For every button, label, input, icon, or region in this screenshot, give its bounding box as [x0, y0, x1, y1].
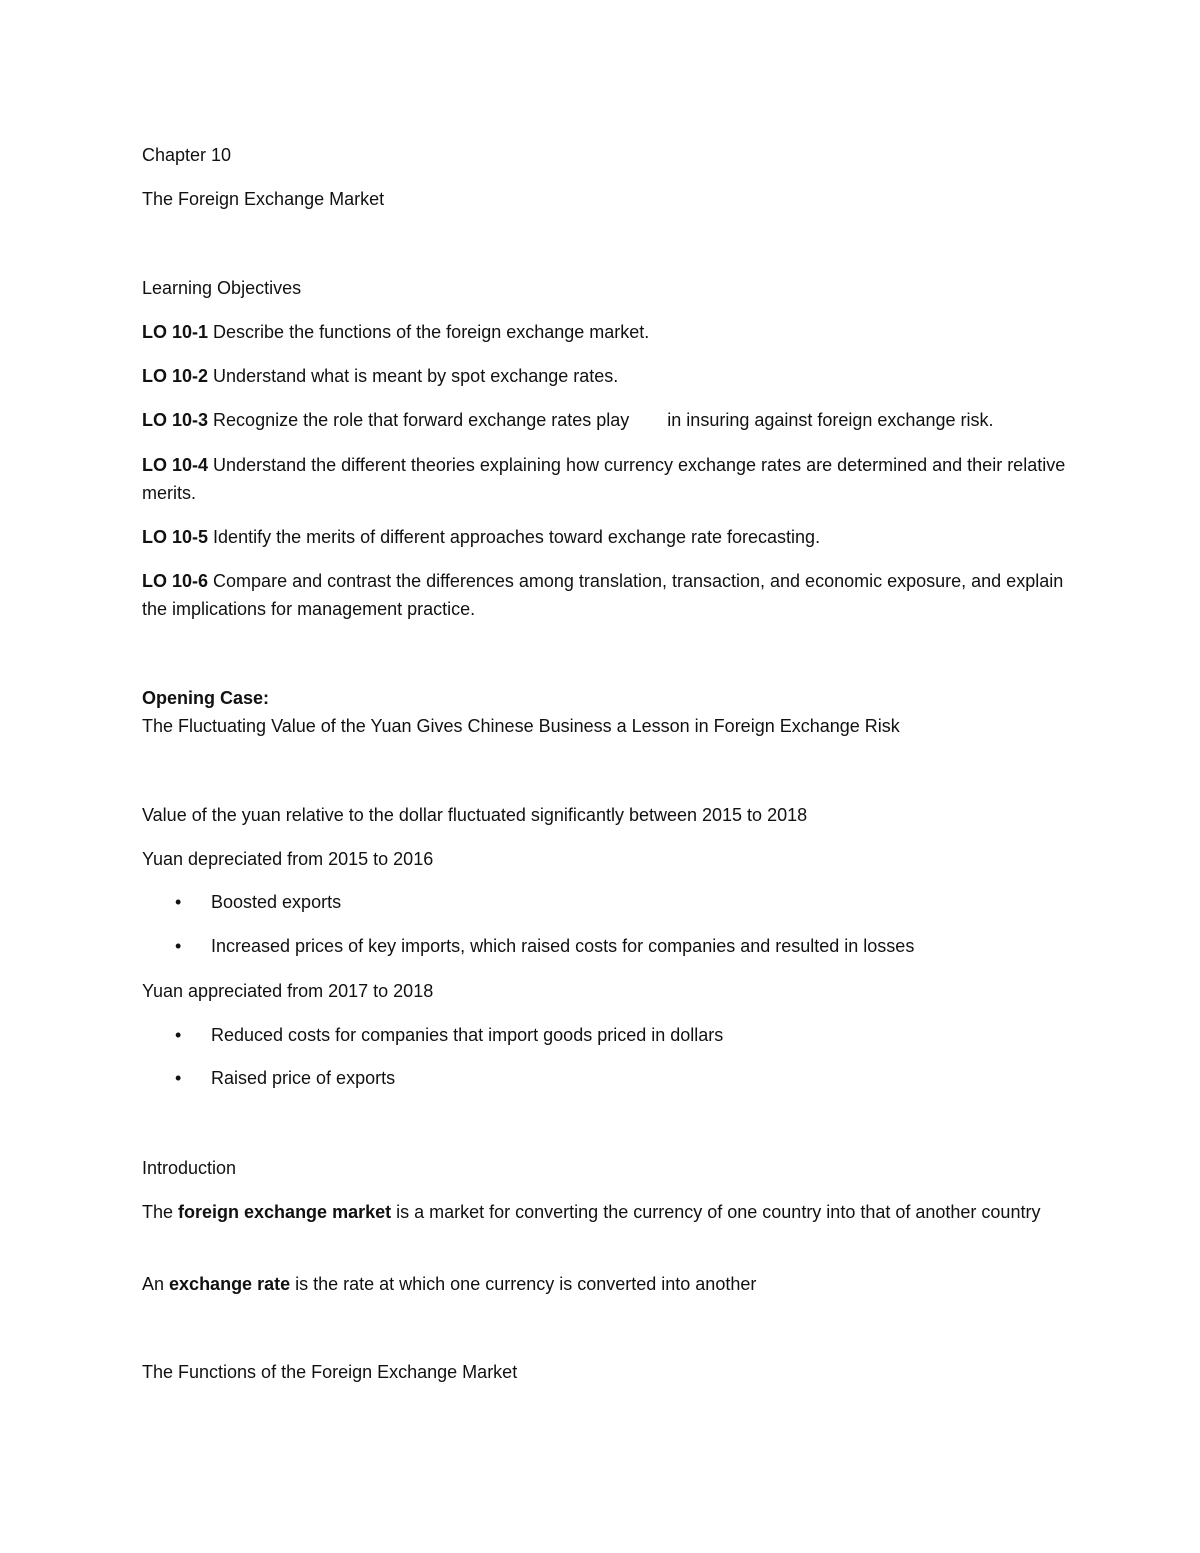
- learning-objective-4: [142, 451, 1072, 507]
- opening-case-label: [142, 684, 269, 712]
- definition-exchange-rate: [142, 1270, 756, 1298]
- learning-objectives-heading: Learning Objectives: [142, 278, 302, 298]
- list-item: Reduced costs for companies that import goods priced in dollars: [211, 1025, 724, 1045]
- lo-code: LO 10-2: [142, 366, 209, 386]
- learning-objective-6: [142, 567, 1072, 623]
- lo-text: Understand what is meant by spot exchange rates.: [213, 366, 619, 386]
- lo-code: LO 10-3: [142, 410, 209, 430]
- introduction-heading: Introduction: [142, 1158, 237, 1178]
- list-item: Boosted exports: [211, 892, 342, 912]
- list-item: Increased prices of key imports, which raised costs for companies and resulted in losses: [211, 936, 915, 956]
- def-term: exchange rate: [169, 1274, 291, 1294]
- lo-text: Recognize the role that forward exchange rates play: [213, 410, 630, 430]
- opening-case-label-text: Opening Case:: [142, 688, 270, 708]
- learning-objective-2: [142, 362, 618, 390]
- bullet-icon: •: [175, 1025, 182, 1045]
- opening-case-title: The Fluctuating Value of the Yuan Gives Chinese Business a Lesson in Foreign Exchange Risk: [142, 716, 900, 736]
- lo-code: LO 10-4: [142, 455, 209, 475]
- def-term: foreign exchange market: [178, 1202, 392, 1222]
- lo-text: Understand the different theories explaining how currency exchange rates are determined and their relative merits.: [142, 455, 1066, 503]
- lo-code: LO 10-1: [142, 322, 209, 342]
- chapter-title: The Foreign Exchange Market: [142, 189, 385, 209]
- appreciation-heading: Yuan appreciated from 2017 to 2018: [142, 981, 434, 1001]
- definition-foreign-exchange-market: [142, 1198, 1072, 1226]
- learning-objective-1: [142, 318, 649, 346]
- depreciation-heading: Yuan depreciated from 2015 to 2016: [142, 849, 434, 869]
- lo-text: Describe the functions of the foreign exchange market.: [213, 322, 650, 342]
- def-pre: The: [142, 1202, 179, 1222]
- functions-heading: The Functions of the Foreign Exchange Market: [142, 1362, 518, 1382]
- bullet-icon: •: [175, 892, 182, 912]
- lo-code: LO 10-5: [142, 527, 209, 547]
- lo-text: Identify the merits of different approaches toward exchange rate forecasting.: [213, 527, 821, 547]
- lo-code: LO 10-6: [142, 571, 209, 591]
- opening-case-summary: Value of the yuan relative to the dollar fluctuated significantly between 2015 to 2018: [142, 805, 808, 825]
- lo-text-continued: in insuring against foreign exchange risk.: [667, 410, 994, 430]
- bullet-icon: •: [175, 936, 182, 956]
- def-post: is the rate at which one currency is converted into another: [290, 1274, 757, 1294]
- bullet-icon: •: [175, 1068, 182, 1088]
- list-item: Raised price of exports: [211, 1068, 396, 1088]
- lo-text: Compare and contrast the differences among translation, transaction, and economic exposure, and explain the implications for management practice.: [142, 571, 1064, 619]
- def-pre: An: [142, 1274, 170, 1294]
- chapter-number: Chapter 10: [142, 145, 232, 165]
- def-post: is a market for converting the currency of one country into that of another country: [391, 1202, 1041, 1222]
- learning-objective-5: [142, 523, 820, 551]
- learning-objective-3: [142, 406, 994, 434]
